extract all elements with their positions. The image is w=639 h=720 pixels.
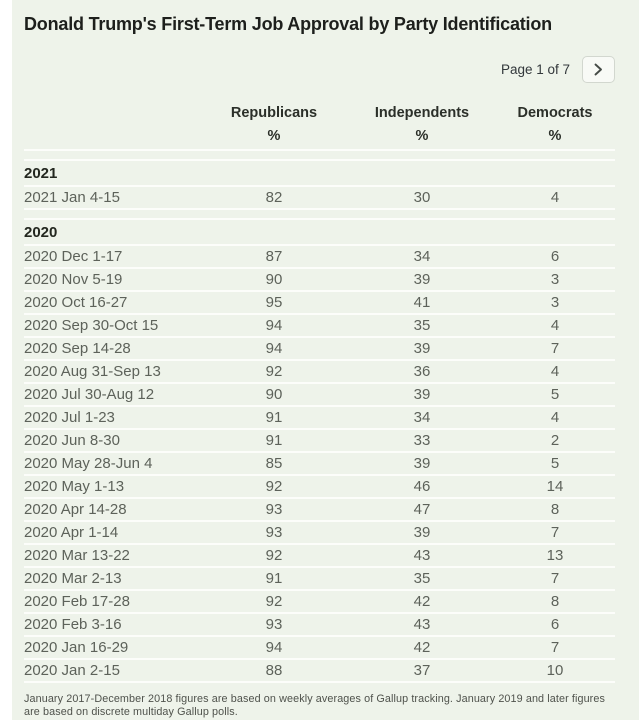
row-value-republicans: 88	[265, 662, 283, 679]
row-value-republicans: 93	[265, 524, 283, 541]
row-value-democrats: 4	[550, 317, 560, 334]
table-row	[24, 522, 615, 545]
row-label: 2020 Jun 8-30	[24, 432, 120, 449]
table-row	[24, 407, 615, 430]
section-gap	[24, 210, 615, 220]
table-row	[24, 338, 615, 361]
row-value-democrats: 6	[550, 248, 560, 265]
row-value-democrats: 2	[550, 432, 560, 449]
row-value-democrats: 4	[550, 409, 560, 426]
row-value-independents: 35	[413, 317, 431, 334]
row-value-independents: 39	[413, 524, 431, 541]
row-label: 2020 Jul 1-23	[24, 409, 115, 426]
row-value-republicans: 91	[265, 570, 283, 587]
row-value-independents: 43	[413, 547, 431, 564]
row-label: 2020 Feb 3-16	[24, 616, 122, 633]
table-row	[24, 568, 615, 591]
table-row	[24, 614, 615, 637]
row-value-democrats: 6	[550, 616, 560, 633]
table-row	[24, 499, 615, 522]
table-row	[24, 476, 615, 499]
row-value-independents: 34	[413, 248, 431, 265]
row-value-independents: 39	[413, 340, 431, 357]
row-value-independents: 39	[413, 271, 431, 288]
table-header-row	[24, 103, 615, 123]
row-value-independents: 39	[413, 386, 431, 403]
table-row	[24, 430, 615, 453]
chevron-right-icon	[594, 63, 603, 76]
row-label: 2021 Jan 4-15	[24, 189, 120, 206]
table-row	[24, 187, 615, 210]
unit-independents: %	[415, 128, 429, 144]
row-value-democrats: 4	[550, 363, 560, 380]
row-label: 2020 Apr 1-14	[24, 524, 119, 541]
pagination-label: Page 1 of 7	[500, 61, 570, 77]
row-value-independents: 39	[413, 455, 431, 472]
row-label: 2020 Jul 30-Aug 12	[24, 386, 155, 403]
pagination-next-button[interactable]	[582, 56, 615, 83]
row-value-independents: 30	[413, 189, 431, 206]
row-value-republicans: 94	[265, 317, 283, 334]
row-value-republicans: 92	[265, 363, 283, 380]
row-value-independents: 34	[413, 409, 431, 426]
table-body	[24, 161, 615, 683]
group-header-2021: 2021	[24, 161, 615, 187]
row-value-republicans: 94	[265, 639, 283, 656]
table-row	[24, 637, 615, 660]
row-value-independents: 33	[413, 432, 431, 449]
row-label: 2020 Apr 14-28	[24, 501, 127, 518]
row-label: 2020 Feb 17-28	[24, 593, 130, 610]
row-value-republicans: 90	[265, 271, 283, 288]
table-row	[24, 269, 615, 292]
footnote: January 2017-December 2018 figures are based on weekly averages of Gallup tracking. January 2019 and later figures are based on discrete multiday Gallup polls.	[24, 693, 605, 718]
table-row	[24, 315, 615, 338]
row-value-republicans: 91	[265, 432, 283, 449]
row-value-republicans: 90	[265, 386, 283, 403]
table-row	[24, 660, 615, 683]
row-label: 2020 Mar 13-22	[24, 547, 130, 564]
table-row	[24, 545, 615, 568]
row-value-democrats: 7	[550, 570, 560, 587]
row-label: 2020 May 28-Jun 4	[24, 455, 153, 472]
row-value-independents: 46	[413, 478, 431, 495]
row-value-independents: 43	[413, 616, 431, 633]
row-label: 2020 Nov 5-19	[24, 271, 123, 288]
row-value-independents: 47	[413, 501, 431, 518]
row-value-democrats: 8	[550, 593, 560, 610]
row-label: 2020 May 1-13	[24, 478, 125, 495]
row-value-republicans: 92	[265, 593, 283, 610]
column-header-democrats: Democrats	[517, 105, 593, 121]
row-label: 2020 Oct 16-27	[24, 294, 128, 311]
row-value-democrats: 7	[550, 639, 560, 656]
row-value-democrats: 5	[550, 386, 560, 403]
table-unit-row	[24, 123, 615, 149]
row-value-republicans: 93	[265, 616, 283, 633]
row-value-republicans: 82	[265, 189, 283, 206]
row-value-democrats: 7	[550, 340, 560, 357]
table-row	[24, 591, 615, 614]
row-value-republicans: 94	[265, 340, 283, 357]
table-row	[24, 384, 615, 407]
unit-democrats: %	[548, 128, 562, 144]
row-value-independents: 42	[413, 639, 431, 656]
row-value-democrats: 8	[550, 501, 560, 518]
row-value-republicans: 85	[265, 455, 283, 472]
row-value-democrats: 3	[550, 271, 560, 288]
row-value-democrats: 4	[550, 189, 560, 206]
row-value-democrats: 5	[550, 455, 560, 472]
row-value-democrats: 3	[550, 294, 560, 311]
row-value-democrats: 13	[546, 547, 564, 564]
row-value-independents: 42	[413, 593, 431, 610]
row-label: 2020 Dec 1-17	[24, 248, 123, 265]
row-value-democrats: 7	[550, 524, 560, 541]
header-gap	[24, 151, 615, 161]
row-value-republicans: 93	[265, 501, 283, 518]
row-value-independents: 35	[413, 570, 431, 587]
pagination	[24, 55, 615, 83]
group-header-2020: 2020	[24, 220, 615, 246]
table-row	[24, 361, 615, 384]
row-value-republicans: 95	[265, 294, 283, 311]
row-value-independents: 41	[413, 294, 431, 311]
row-value-republicans: 92	[265, 547, 283, 564]
row-value-republicans: 87	[265, 248, 283, 265]
row-value-democrats: 14	[546, 478, 564, 495]
row-value-independents: 37	[413, 662, 431, 679]
row-label: 2020 Jan 2-15	[24, 662, 120, 679]
row-label: 2020 Sep 30-Oct 15	[24, 317, 159, 334]
page-title: Donald Trump's First-Term Job Approval by Party Identification	[24, 14, 552, 34]
row-value-independents: 36	[413, 363, 431, 380]
row-label: 2020 Jan 16-29	[24, 639, 129, 656]
row-label: 2020 Aug 31-Sep 13	[24, 363, 161, 380]
table-row	[24, 292, 615, 315]
table-row	[24, 246, 615, 269]
approval-table-card	[12, 0, 639, 720]
row-label: 2020 Mar 2-13	[24, 570, 122, 587]
row-label: 2020 Sep 14-28	[24, 340, 131, 357]
row-value-democrats: 10	[546, 662, 564, 679]
table-row	[24, 453, 615, 476]
row-value-republicans: 91	[265, 409, 283, 426]
column-header-independents: Independents	[374, 105, 470, 121]
row-value-republicans: 92	[265, 478, 283, 495]
unit-republicans: %	[267, 128, 281, 144]
column-header-republicans: Republicans	[230, 105, 318, 121]
